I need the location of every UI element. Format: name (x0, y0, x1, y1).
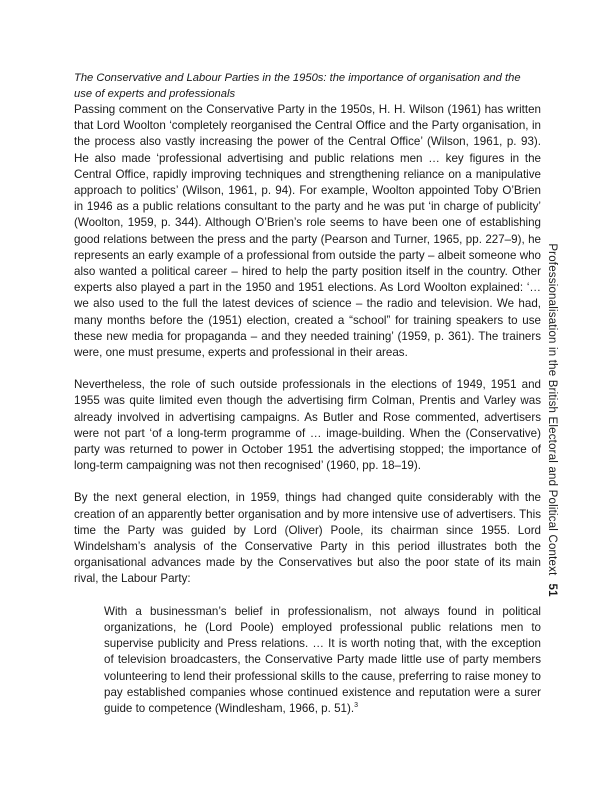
paragraph-outside-professionals: Nevertheless, the role of such outside professionals in the elections of 1949, 1951 and 1955 was quite limited even though the advertising firm Colman, Prentis and Varley was already involved in advertising campaigns. As Butler and Rose commented, advertisers were not part ‘of a long-term programme of … image-building. When the (Conservative) party was returned to power in October 1951 the advertising stopped; the importance of long-term campaigning was not then recognised’ (1960, pp. 18–19). (74, 378, 541, 473)
block-quote-text: With a businessman’s belief in professionalism, not always found in political organizations, he (Lord Poole) employed professional public relations men to supervise publicity and Press relations. … It is worth noting that, with the exception of television broadcasters, the Conservative Party made little use of party members volunteering to lend their professional skills to the cause, preferring to raise money to pay established companies whose continued existence and reputation were a surer guide to competence (Windlesham, 1966, p. 51). (104, 604, 541, 715)
running-head (542, 210, 562, 630)
paragraph-woolton: Passing comment on the Conservative Party in the 1950s, H. H. Wilson (1961) has written that Lord Woolton ‘completely reorganised the Central Office and the Party organisation, in the process also vastly increasing the power of the Central Office’ (Wilson, 1961, p. 93). He also made ‘professional advertising and public relations men … key figures in the Central Office, rapidly improving techniques and strengthening reliance on a manipulative approach to politics’ (Wilson, 1961, p. 94). For example, Woolton appointed Toby O’Brien in 1946 as a public relations consultant to the party and he was put ‘in charge of publicity’ (Woolton, 1959, p. 344). Although O’Brien’s role seems to have been one of establishing good relations between the press and the party (Pearson and Turner, 1965, pp. 227–9), he represents an early example of a professional from outside the party – albeit someone who also wanted a political career – hired to help the party position itself in the country. Other experts also played a part in the 1950 and 1951 elections. As Lord Woolton explained: ‘… we also used to the full the latest devices of science – the radio and television. We had, many months before the (1951) election, created a “school” for training speakers to use these new media for propaganda – and they needed training’ (1959, p. 361). The trainers were, one must presume, experts and professional in their areas. (74, 103, 541, 360)
footnote-marker[interactable]: 3 (354, 702, 358, 710)
page-number: 51 (546, 583, 558, 597)
running-head-title: Professionalisation in the British Electoral and Political Context (546, 243, 558, 576)
block-quote (104, 604, 541, 717)
main-text (74, 70, 541, 717)
section-heading: The Conservative and Labour Parties in the 1950s: the importance of organisation and the use of experts and professionals (74, 72, 521, 100)
paragraph-1959-election: By the next general election, in 1959, things had changed quite considerably with the creation of an apparently better organisation and by more intensive use of advertisers. This time the Party was guided by Lord (Oliver) Poole, its chairman since 1955. Lord Windelsham’s analysis of the Conservative Party in this period illustrates both the organisational advances made by the Conservatives but also the poor state of its main rival, the Labour Party: (74, 491, 541, 586)
